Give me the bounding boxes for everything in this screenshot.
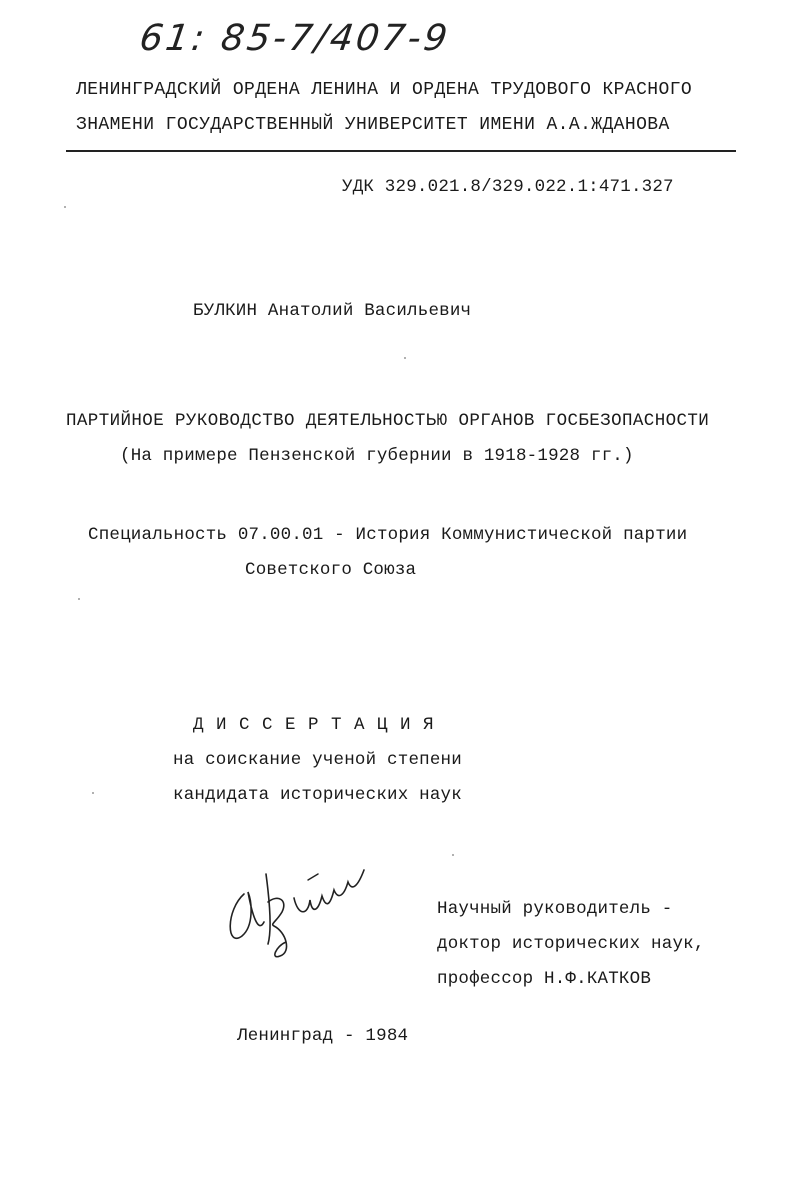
advisor-line-2: доктор исторических наук, [437,934,705,954]
specialty-line-2: Советского Союза [245,560,417,580]
handwritten-archive-code: 61: 85-7/407-9 [137,18,453,59]
paper-speck [404,357,406,359]
udc-code: УДК 329.021.8/329.022.1:471.327 [342,177,674,197]
header-divider [66,150,736,152]
paper-speck [64,206,66,208]
dissertation-title-line-1: ПАРТИЙНОЕ РУКОВОДСТВО ДЕЯТЕЛЬНОСТЬЮ ОРГАНОВ ГОСБЕЗОПАСНОСТИ [66,411,710,431]
author-signature [222,852,372,964]
dissertation-heading: Д И С С Е Р Т А Ц И Я [193,715,435,735]
paper-speck [92,792,94,794]
degree-line-2: кандидата исторических наук [173,785,462,805]
institution-line-2: ЗНАМЕНИ ГОСУДАРСТВЕННЫЙ УНИВЕРСИТЕТ ИМЕНИ А.А.ЖДАНОВА [76,115,670,135]
author-name: БУЛКИН Анатолий Васильевич [193,301,472,321]
paper-speck [78,598,80,600]
advisor-line-3: профессор Н.Ф.КАТКОВ [437,969,652,989]
place-and-year: Ленинград - 1984 [237,1026,409,1046]
institution-line-1: ЛЕНИНГРАДСКИЙ ОРДЕНА ЛЕНИНА И ОРДЕНА ТРУДОВОГО КРАСНОГО [76,80,693,100]
specialty-line-1: Специальность 07.00.01 - История Коммунистической партии [88,525,688,545]
dissertation-title-line-2: (На примере Пензенской губернии в 1918-1928 гг.) [120,446,634,466]
paper-speck [452,854,454,856]
degree-line-1: на соискание ученой степени [173,750,462,770]
advisor-line-1: Научный руководитель - [437,899,673,919]
